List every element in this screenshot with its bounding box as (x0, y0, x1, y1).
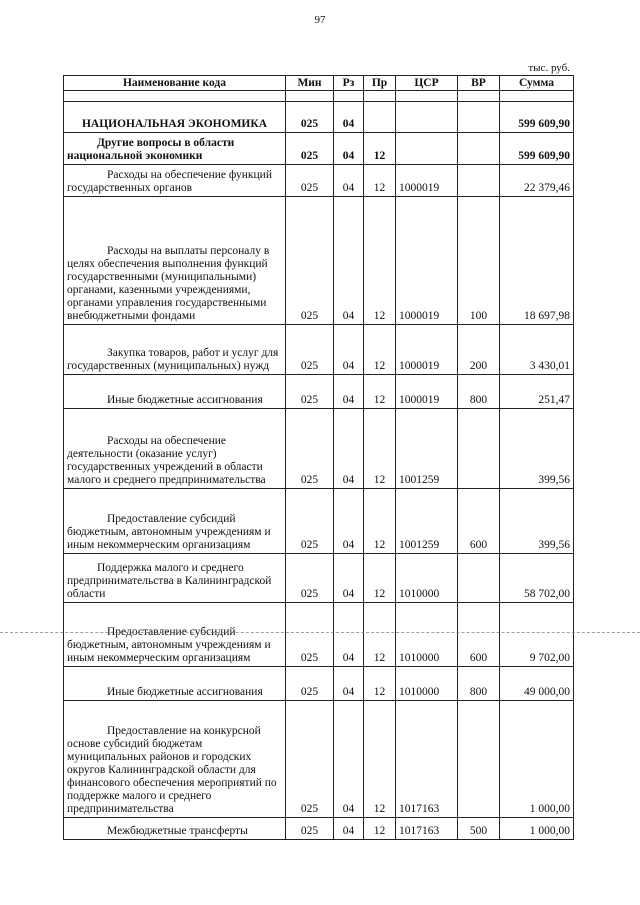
cell-rz: 04 (334, 701, 364, 818)
cell-pr: 12 (364, 197, 396, 325)
cell-pr: 12 (364, 133, 396, 165)
cell-csr: 1017163 (396, 701, 458, 818)
cell-vr (458, 165, 500, 197)
cell-pr: 12 (364, 375, 396, 409)
cell-name: Закупка товаров, работ и услуг для государственных (муниципальных) нужд (64, 325, 286, 375)
cell-rz: 04 (334, 603, 364, 667)
cell-name: Расходы на выплаты персоналу в целях обеспечения выполнения функций государственными (муниципальными) органами, казенными учреждениями, органами управления государственными внебюджетными фондами (64, 197, 286, 325)
cell-min: 025 (286, 603, 334, 667)
table-row (64, 197, 574, 325)
cell-csr: 1017163 (396, 818, 458, 840)
header-name: Наименование кода (64, 76, 286, 91)
cell-min: 025 (286, 667, 334, 701)
cell-pr: 12 (364, 325, 396, 375)
cell-min: 025 (286, 165, 334, 197)
cell-pr: 12 (364, 165, 396, 197)
cell-rz: 04 (334, 375, 364, 409)
cell-pr: 12 (364, 701, 396, 818)
table-header-row (64, 76, 574, 91)
cell-csr: 1000019 (396, 325, 458, 375)
cell-min: 025 (286, 409, 334, 489)
budget-table (63, 75, 574, 840)
cell-vr (458, 701, 500, 818)
table-row (64, 603, 574, 667)
cell-rz: 04 (334, 133, 364, 165)
cell-min: 025 (286, 102, 334, 133)
cell-csr: 1000019 (396, 165, 458, 197)
cell-csr: 1001259 (396, 409, 458, 489)
cell-sum: 399,56 (500, 409, 574, 489)
cell-name: Иные бюджетные ассигнования (64, 375, 286, 409)
cell-min: 025 (286, 197, 334, 325)
cell-vr (458, 409, 500, 489)
cell-csr: 1010000 (396, 554, 458, 603)
cell-sum: 1 000,00 (500, 701, 574, 818)
cell-min: 025 (286, 375, 334, 409)
cell-sum: 1 000,00 (500, 818, 574, 840)
cell-min: 025 (286, 554, 334, 603)
cell-name: Предоставление субсидий бюджетным, автономным учреждениям и иным некоммерческим организациям (64, 489, 286, 554)
header-csr: ЦСР (396, 76, 458, 91)
cell-rz: 04 (334, 489, 364, 554)
cell-rz: 04 (334, 554, 364, 603)
cell-vr (458, 102, 500, 133)
cell-sum: 9 702,00 (500, 603, 574, 667)
cell-rz: 04 (334, 102, 364, 133)
cell-name: Другие вопросы в области национальной экономики (64, 133, 286, 165)
table-row (64, 102, 574, 133)
cell-rz: 04 (334, 325, 364, 375)
cell-pr (364, 102, 396, 133)
cell-vr: 800 (458, 667, 500, 701)
spacer-row (64, 91, 574, 102)
cell-csr: 1001259 (396, 489, 458, 554)
header-pr: Пр (364, 76, 396, 91)
cell-name: Иные бюджетные ассигнования (64, 667, 286, 701)
cell-min: 025 (286, 701, 334, 818)
cell-name: Межбюджетные трансферты (64, 818, 286, 840)
cell-min: 025 (286, 818, 334, 840)
cell-rz: 04 (334, 818, 364, 840)
cell-rz: 04 (334, 165, 364, 197)
cell-name: Расходы на обеспечение функций государственных органов (64, 165, 286, 197)
table-row (64, 489, 574, 554)
cell-csr (396, 102, 458, 133)
table-row (64, 325, 574, 375)
cell-name: Расходы на обеспечение деятельности (оказание услуг) государственных учреждений в области малого и среднего предпринимательства (64, 409, 286, 489)
cell-min: 025 (286, 325, 334, 375)
table-row (64, 409, 574, 489)
cell-pr: 12 (364, 603, 396, 667)
cell-vr: 100 (458, 197, 500, 325)
table-row (64, 165, 574, 197)
cell-pr: 12 (364, 667, 396, 701)
page-number: 97 (314, 14, 326, 26)
header-rz: Рз (334, 76, 364, 91)
cell-csr: 1010000 (396, 667, 458, 701)
cell-name: Поддержка малого и среднего предпринимательства в Калининградской области (64, 554, 286, 603)
table-row (64, 818, 574, 840)
cell-sum: 58 702,00 (500, 554, 574, 603)
cell-csr (396, 133, 458, 165)
cell-csr: 1000019 (396, 197, 458, 325)
cell-rz: 04 (334, 197, 364, 325)
cell-pr: 12 (364, 409, 396, 489)
cell-sum: 49 000,00 (500, 667, 574, 701)
cell-csr: 1010000 (396, 603, 458, 667)
cell-name: Предоставление на конкурсной основе субсидий бюджетам муниципальных районов и городских округов Калининградской области для финансового обеспечения мероприятий по поддержке малого и среднего предпринимательства (64, 701, 286, 818)
cell-rz: 04 (334, 409, 364, 489)
cell-vr: 600 (458, 603, 500, 667)
cell-pr: 12 (364, 818, 396, 840)
cell-csr: 1000019 (396, 375, 458, 409)
cell-sum: 251,47 (500, 375, 574, 409)
header-sum: Сумма (500, 76, 574, 91)
table-body (64, 91, 574, 840)
cell-sum: 599 609,90 (500, 102, 574, 133)
table-row (64, 554, 574, 603)
table-row (64, 667, 574, 701)
cell-sum: 22 379,46 (500, 165, 574, 197)
cell-vr: 600 (458, 489, 500, 554)
cell-pr: 12 (364, 489, 396, 554)
cell-name: НАЦИОНАЛЬНАЯ ЭКОНОМИКА (64, 102, 286, 133)
cell-vr (458, 133, 500, 165)
header-vr: ВР (458, 76, 500, 91)
cell-sum: 3 430,01 (500, 325, 574, 375)
cell-vr (458, 554, 500, 603)
units-label: тыс. руб. (528, 62, 570, 74)
table-row (64, 701, 574, 818)
cell-rz: 04 (334, 667, 364, 701)
cell-name: Предоставление субсидий бюджетным, автономным учреждениям и иным некоммерческим организациям (64, 603, 286, 667)
table-row (64, 133, 574, 165)
cell-vr: 200 (458, 325, 500, 375)
cell-vr: 500 (458, 818, 500, 840)
header-min: Мин (286, 76, 334, 91)
scan-artifact-line (0, 632, 640, 633)
cell-sum: 599 609,90 (500, 133, 574, 165)
table-row (64, 375, 574, 409)
cell-min: 025 (286, 489, 334, 554)
cell-pr: 12 (364, 554, 396, 603)
cell-sum: 18 697,98 (500, 197, 574, 325)
cell-min: 025 (286, 133, 334, 165)
cell-vr: 800 (458, 375, 500, 409)
cell-sum: 399,56 (500, 489, 574, 554)
